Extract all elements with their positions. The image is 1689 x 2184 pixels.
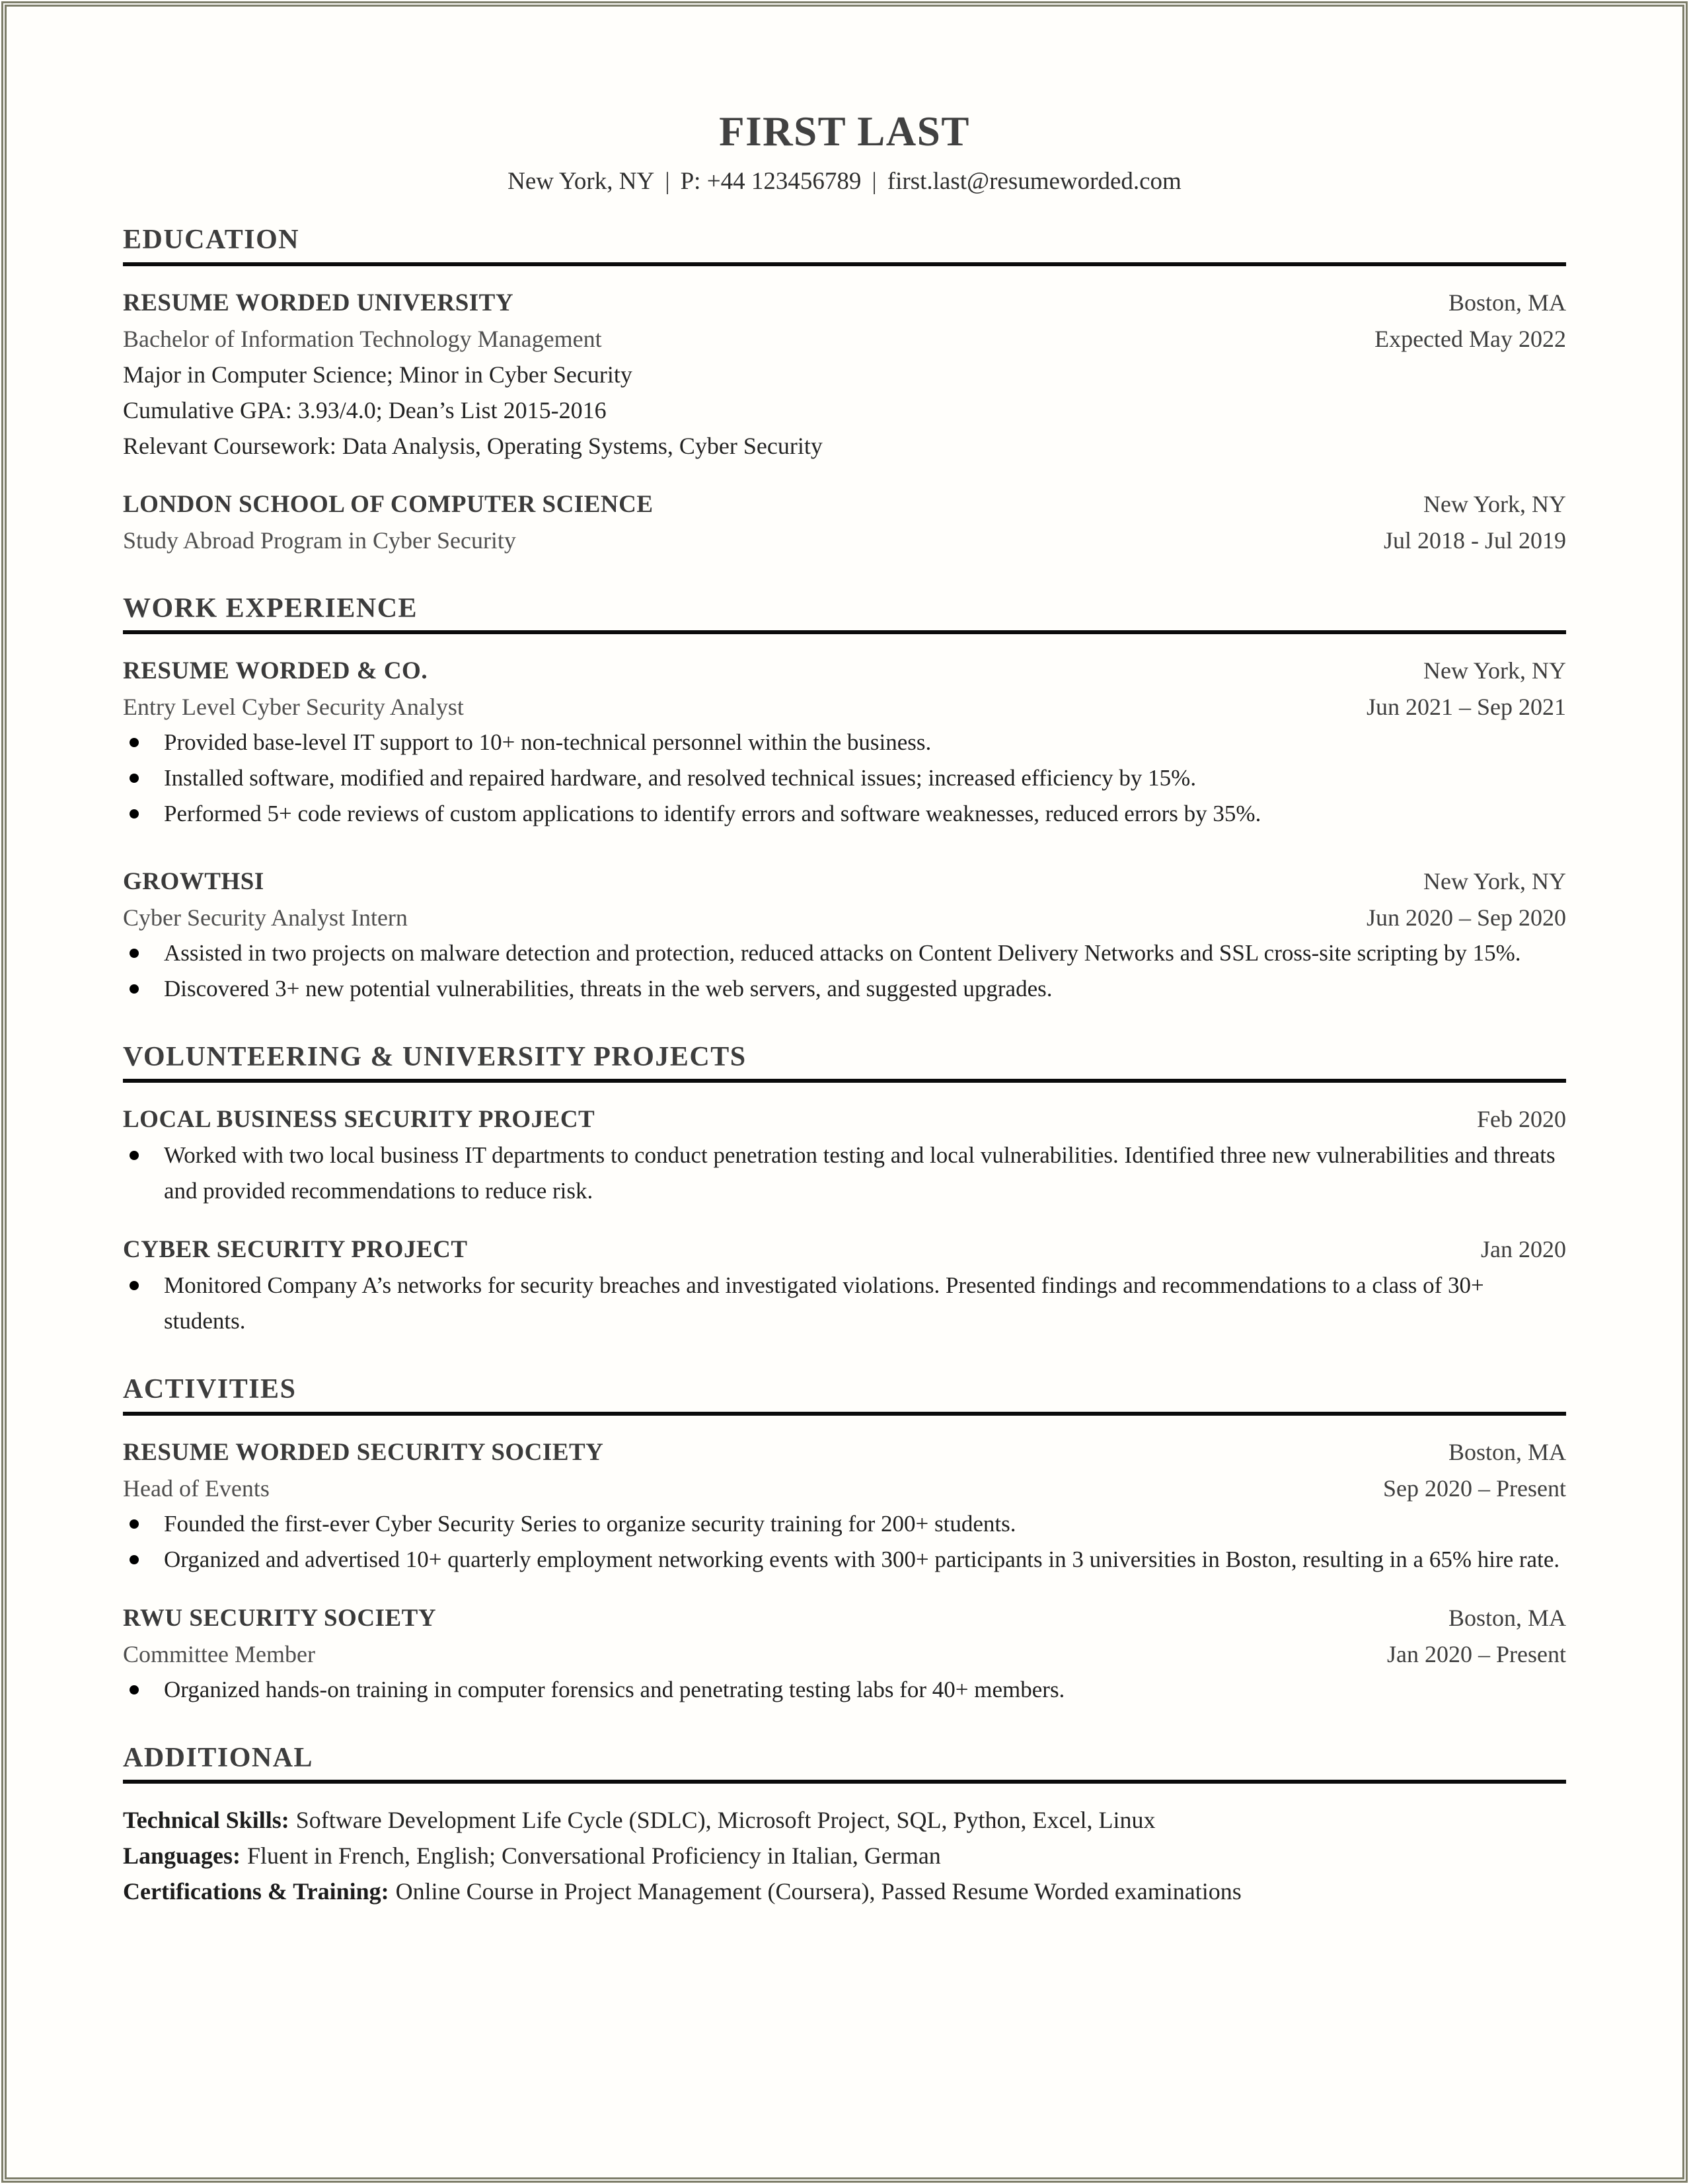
additional-row bbox=[123, 1838, 1566, 1874]
entry-header-row bbox=[123, 863, 1566, 900]
organization-name: RWU SECURITY SOCIETY bbox=[123, 1604, 437, 1632]
degree: Study Abroad Program in Cyber Security bbox=[123, 527, 516, 554]
entry-sub-row bbox=[123, 900, 1566, 935]
bullet-text: Organized and advertised 10+ quarterly employment networking events with 300+ participants in 3 universities in Boston, resulting in a 65% hire rate. bbox=[164, 1546, 1560, 1572]
section-title: ADDITIONAL bbox=[123, 1742, 314, 1773]
bullet-text: Installed software, modified and repaired hardware, and resolved technical issues; increased efficiency by 15%. bbox=[164, 764, 1197, 791]
bullet-text: Monitored Company A’s networks for security breaches and investigated violations. Presented findings and recommendations to a class of 30+ students. bbox=[164, 1272, 1484, 1334]
contact-location: New York, NY bbox=[507, 168, 655, 195]
bullet-list bbox=[123, 1672, 1566, 1708]
section-divider bbox=[123, 1780, 1566, 1784]
additional-text: Fluent in French, English; Conversational Proficiency in Italian, German bbox=[247, 1842, 941, 1869]
additional-text: Online Course in Project Management (Coursera), Passed Resume Worded examinations bbox=[395, 1877, 1242, 1905]
education-detail: Relevant Coursework: Data Analysis, Operating Systems, Cyber Security bbox=[123, 432, 823, 459]
bullet-list bbox=[123, 1268, 1566, 1339]
bullet-item bbox=[123, 1542, 1566, 1578]
entry-sub-row bbox=[123, 1636, 1566, 1672]
candidate-name: FIRST LAST bbox=[719, 108, 970, 155]
education-detail: Cumulative GPA: 3.93/4.0; Dean’s List 2015-2016 bbox=[123, 396, 607, 423]
entry-header-row bbox=[123, 285, 1566, 321]
bullet-item bbox=[123, 1672, 1566, 1708]
bullet-text: Worked with two local business IT departments to conduct penetration testing and local vulnerabilities. Identified three new vulnerabilities and threats and provided recommendations to reduce risk. bbox=[164, 1142, 1556, 1204]
additional-label: Technical Skills: bbox=[123, 1806, 289, 1833]
company-name: RESUME WORDED & CO. bbox=[123, 657, 428, 684]
section-title: WORK EXPERIENCE bbox=[123, 593, 418, 624]
date-range: Sep 2020 – Present bbox=[1383, 1474, 1566, 1502]
activity-entry bbox=[123, 1434, 1566, 1578]
section-divider bbox=[123, 630, 1566, 634]
date-range: Jun 2020 – Sep 2020 bbox=[1366, 904, 1566, 931]
additional-row bbox=[123, 1802, 1566, 1838]
bullet-list bbox=[123, 1138, 1566, 1209]
degree: Bachelor of Information Technology Management bbox=[123, 325, 602, 352]
school-name: RESUME WORDED UNIVERSITY bbox=[123, 289, 514, 316]
entry-sub-row bbox=[123, 1471, 1566, 1506]
bullet-icon bbox=[130, 738, 139, 747]
section-divider bbox=[123, 262, 1566, 266]
additional-label: Languages: bbox=[123, 1842, 241, 1869]
bullet-icon bbox=[130, 774, 139, 783]
organization-location: Boston, MA bbox=[1448, 1604, 1566, 1631]
entry-header-row bbox=[123, 486, 1566, 523]
job-location: New York, NY bbox=[1423, 657, 1566, 684]
bullet-list bbox=[123, 725, 1566, 832]
activity-role: Committee Member bbox=[123, 1640, 315, 1667]
additional-row bbox=[123, 1874, 1566, 1909]
bullet-item bbox=[123, 971, 1566, 1007]
job-entry bbox=[123, 863, 1566, 1007]
date-range: Jun 2021 – Sep 2021 bbox=[1366, 693, 1566, 720]
company-name: GROWTHSI bbox=[123, 867, 264, 895]
contact-phone: P: +44 123456789 bbox=[680, 168, 862, 195]
section-title: VOLUNTEERING & UNIVERSITY PROJECTS bbox=[123, 1041, 747, 1072]
section-title: ACTIVITIES bbox=[123, 1374, 297, 1405]
project-name: CYBER SECURITY PROJECT bbox=[123, 1236, 468, 1264]
bullet-text: Provided base-level IT support to 10+ non-technical personnel within the business. bbox=[164, 729, 932, 755]
entry-sub-row bbox=[123, 523, 1566, 558]
bullet-item bbox=[123, 1268, 1566, 1339]
entry-header-row bbox=[123, 1434, 1566, 1471]
activity-entry bbox=[123, 1600, 1566, 1708]
job-entry bbox=[123, 653, 1566, 832]
organization-location: Boston, MA bbox=[1448, 1438, 1566, 1465]
date-range: Expected May 2022 bbox=[1374, 325, 1566, 352]
bullet-icon bbox=[130, 1151, 139, 1160]
date-range: Jan 2020 bbox=[1481, 1236, 1566, 1263]
bullet-item bbox=[123, 935, 1566, 971]
section-activities bbox=[123, 1373, 1566, 1707]
entry-header-row bbox=[123, 1600, 1566, 1636]
education-detail: Major in Computer Science; Minor in Cyber Security bbox=[123, 361, 632, 388]
bullet-item bbox=[123, 1138, 1566, 1209]
school-location: Boston, MA bbox=[1448, 289, 1566, 316]
additional-label: Certifications & Training: bbox=[123, 1877, 389, 1905]
section-education bbox=[123, 224, 1566, 558]
bullet-item bbox=[123, 796, 1566, 832]
bullet-item bbox=[123, 760, 1566, 796]
bullet-icon bbox=[130, 949, 139, 958]
entry-header-row bbox=[123, 1101, 1566, 1138]
bullet-text: Assisted in two projects on malware detection and protection, reduced attacks on Content Delivery Networks and SSL cross-site scripting by 15%. bbox=[164, 939, 1521, 966]
education-entry bbox=[123, 486, 1566, 558]
bullet-icon bbox=[130, 1281, 139, 1290]
contact-separator: | bbox=[665, 168, 670, 195]
school-location: New York, NY bbox=[1423, 490, 1566, 517]
job-location: New York, NY bbox=[1423, 867, 1566, 894]
entry-sub-row bbox=[123, 689, 1566, 725]
section-additional bbox=[123, 1742, 1566, 1909]
section-work-experience bbox=[123, 593, 1566, 1007]
contact-email: first.last@resumeworded.com bbox=[887, 168, 1182, 195]
additional-text: Software Development Life Cycle (SDLC), Microsoft Project, SQL, Python, Excel, Linux bbox=[295, 1806, 1156, 1833]
entry-header-row bbox=[123, 1231, 1566, 1268]
project-entry bbox=[123, 1231, 1566, 1339]
contact-line bbox=[123, 167, 1566, 196]
bullet-item bbox=[123, 1506, 1566, 1542]
bullet-icon bbox=[130, 1685, 139, 1694]
contact-separator: | bbox=[872, 168, 877, 195]
bullet-list bbox=[123, 935, 1566, 1007]
entry-header-row bbox=[123, 653, 1566, 689]
bullet-text: Organized hands-on training in computer forensics and penetrating testing labs for 40+ members. bbox=[164, 1676, 1065, 1702]
additional-rows bbox=[123, 1802, 1566, 1909]
activity-role: Head of Events bbox=[123, 1474, 270, 1502]
bullet-icon bbox=[130, 1555, 139, 1564]
organization-name: RESUME WORDED SECURITY SOCIETY bbox=[123, 1438, 604, 1466]
job-title: Entry Level Cyber Security Analyst bbox=[123, 693, 464, 720]
school-name: LONDON SCHOOL OF COMPUTER SCIENCE bbox=[123, 490, 654, 518]
date-range: Jul 2018 - Jul 2019 bbox=[1383, 527, 1566, 554]
bullet-item bbox=[123, 725, 1566, 760]
bullet-text: Discovered 3+ new potential vulnerabilities, threats in the web servers, and suggested upgrades. bbox=[164, 975, 1053, 1001]
education-entry bbox=[123, 285, 1566, 464]
date-range: Feb 2020 bbox=[1477, 1106, 1566, 1133]
bullet-text: Founded the first-ever Cyber Security Series to organize security training for 200+ students. bbox=[164, 1510, 1016, 1537]
bullet-icon bbox=[130, 809, 139, 819]
project-entry bbox=[123, 1101, 1566, 1209]
job-title: Cyber Security Analyst Intern bbox=[123, 904, 408, 931]
bullet-icon bbox=[130, 984, 139, 994]
section-divider bbox=[123, 1079, 1566, 1083]
bullet-icon bbox=[130, 1519, 139, 1529]
date-range: Jan 2020 – Present bbox=[1387, 1640, 1566, 1667]
bullet-list bbox=[123, 1506, 1566, 1578]
section-projects bbox=[123, 1041, 1566, 1339]
section-title: EDUCATION bbox=[123, 225, 300, 256]
section-divider bbox=[123, 1412, 1566, 1416]
project-name: LOCAL BUSINESS SECURITY PROJECT bbox=[123, 1106, 595, 1134]
entry-sub-row bbox=[123, 321, 1566, 357]
bullet-text: Performed 5+ code reviews of custom applications to identify errors and software weaknesses, reduced errors by 35%. bbox=[164, 800, 1261, 826]
